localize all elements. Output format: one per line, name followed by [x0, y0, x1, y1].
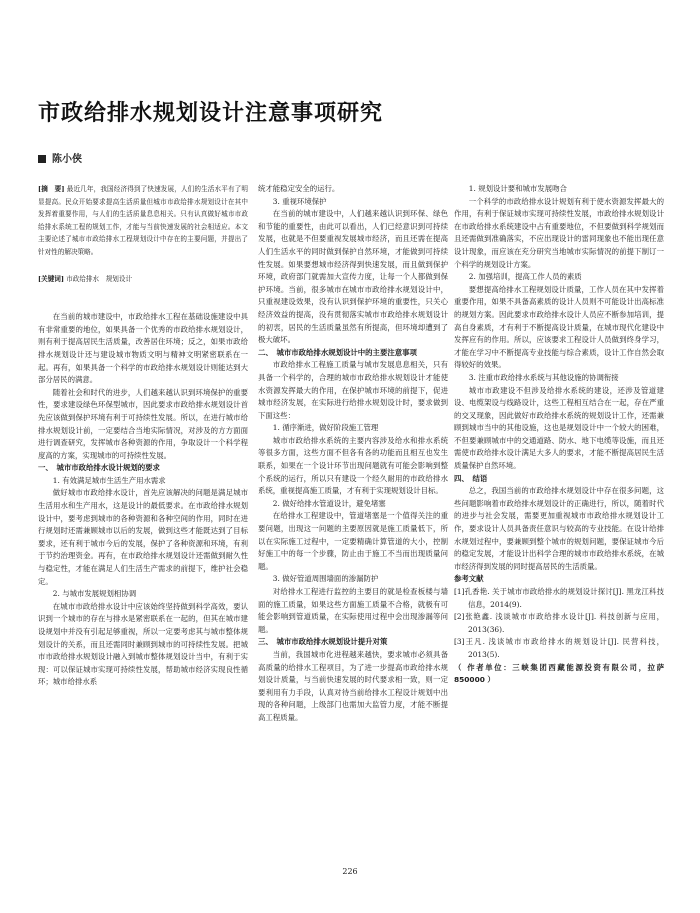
paragraph: 做好城市市政给排水设计，首先应该解决的问题是满足城市生活用水和生产用水，这是设计的最低要求。在市政给排水规划设计中，要考虑到城市的各种资源和各种空间的作用，同时在进行规划时还需兼顾城市以后的发展，做到这些才能既达到了目标要求，还有利于城市今后的发展，保护了各种资源和环境，有利于节约治理资金。再有，在市政给排水规划设计还需做到耐久性与稳定性，才能在满足人们生活生产需求的前提下，维护社会稳定。: [38, 488, 248, 586]
author-line: [38, 150, 82, 165]
paragraph: 在城市市政给排水设计中应该始终坚持做到科学高效，要认识到一个城市的存在与排水是紧密联系在一起的，但其在城市建设规划中并没有引起足够重视，所以一定要考虑其与城市整体规划设计的关系，而且还需同时兼顾到城市的可持续性发展。把城市市政给排水规划设计融入到城市整体规划设计当中，有利于实现：可以保证城市实现可持续性发展，帮助城市经济实现良性循环；城市给排水系: [38, 601, 248, 687]
keywords: [38, 273, 248, 286]
section-heading: 三、 城市市政给排水规划设计提升对策: [258, 637, 388, 647]
column-1: [38, 183, 248, 843]
paragraph: 要想提高给排水工程规划设计质量，工作人员在其中发挥着重要作用，如果不具备高素质的设计人员则不可能设计出高标准的规划方案。因此要求市政给排水设计人员应不断参加培训，提高自身素质，才有利于不断提高设计质量，在城市现代化建设中发挥应有的作用。所以，应该要求工程设计人员做到终身学习，才能在学习中不断提高专业技能与综合素质，设计工作自然会取得较好的效果。: [454, 284, 664, 370]
subsection-heading: 2. 与城市发展规划相协调: [52, 589, 137, 599]
paragraph: 在给排水工程建设中，管道堵塞是一个值得关注的重要问题，出现这一问题的主要原因就是施工质量低下，所以在实际施工过程中，一定要精确计算管道的大小，控制好施工中的每一个步骤，防止由于施工不当而出现质量问题。: [258, 511, 448, 571]
page-number: 226: [342, 867, 358, 876]
article-title: 市政给排水规划设计注意事项研究: [38, 101, 384, 126]
subsection-heading: 1. 有效满足城市生活生产用水需求: [52, 475, 166, 485]
references-heading: 参考文献: [454, 574, 484, 584]
column-1-body: [38, 311, 248, 689]
reference-item: [1]孔香艳. 关于城市市政给排水的规划设计探讨[J]. 黑龙江科技信息，2014(9).: [454, 587, 664, 609]
paragraph: 当前，我国城市化进程越来越快，要求城市必须具备高质量的给排水工程项目，为了进一步提高市政给排水规划设计质量，与当前快速发展的时代要求相一致，则一定要利用有力手段，认真对待当前给排水工程设计规划中出现的各种问题，上级部门也需加大监管力度，才能不断提高工程质量。: [258, 649, 448, 722]
square-bullet-icon: [38, 155, 46, 163]
paragraph: 随着社会和时代的进步，人们越来越认识到环境保护的重要性，要求建设绿色环保型城市，因此要求市政给排水规划设计首先应该做到保护环境有利于可持续性发展。所以，在进行城市给排水规划设计前，一定要结合当地实际情况，对涉及的方方面面进行调查研究，发挥城市各种资源的作用，争取设计一个科学程度高的方案，实现城市的可持续性发展。: [38, 387, 248, 460]
paragraph: 在当前的城市建设中，市政给排水工程在基础设施建设中具有非常重要的地位，如果具备一个优秀的市政给排水规划设计，则有利于提高居民生活质量，改善居住环境；反之，如果市政给排水规划设计还与建设城市物质文明与精神文明紧密联系在一起。再有，如果具备一个科学的市政给排水规划设计则能达到大部分居民的满意。: [38, 312, 248, 385]
paragraph: 统才能稳定安全的运行。: [258, 184, 340, 193]
column-2: [258, 183, 448, 722]
subsection-heading: 3. 做好管道周围墙面的渗漏防护: [272, 574, 379, 584]
subsection-heading: 1. 循序渐进，做好阶段施工管理: [272, 423, 379, 433]
paragraph: 对给排水工程进行监控的主要目的就是检查板楼与墙面的施工质量，如果这些方面施工质量不合格，就极有可能会影响到管道质量，在实际使用过程中会出现渗漏等问题。: [258, 587, 448, 634]
abstract: [38, 183, 248, 259]
author-name: 陈小侠: [52, 154, 82, 165]
reference-item: [2]张艳鑫. 浅谈城市市政给排水设计[J]. 科技创新与应用，2013(36).: [454, 612, 664, 634]
paragraph: 城市市政给排水系统的主要内容涉及给水和排水系统等很多方面，这些方面不但各有各的功能而且相互也发生联系，如果在一个设计环节出现问题就有可能会影响到整个系统的运行，所以只有建设一个经久耐用的市政给排水系统，重视提高施工质量，才有利于实现规划设计目标。: [258, 435, 448, 496]
subsection-heading: 3. 注重市政给排水系统与其他设施的协调衔接: [468, 372, 619, 382]
subsection-heading: 1. 规划设计要和城市发展吻合: [468, 184, 567, 193]
paragraph: 总之，我国当前的市政给排水规划设计中存在很多问题，这些问题影响着市政给排水规划设计的正确进行，所以，随着时代的进步与社会发展，需要更加重视城市市政给排水规划设计工作，要求设计人员具备责任意识与较高的专业技能。在设计给排水规划过程中，要兼顾到整个城市的规划问题，要保证城市今后的稳定发展，才能设计出科学合理的城市市政给排水系统，在城市经济得到发展的同时提高居民的生活质量。: [454, 486, 664, 571]
keywords-label: [关键词]: [38, 274, 65, 283]
paragraph: 一个科学的市政给排水设计规划有利于使水资源发挥最大的作用，有利于保证城市实现可持续性发展，市政给排水规划设计在市政给排水系统建设中占有重要地位，不但要做到科学规划而且还需做到准确落实，不应出现设计的雷同现象也不能出现任意设计现象，而应该在充分研究当地城市实际情况的前提下制订一个科学的规划设计方案。: [454, 196, 664, 269]
paragraph: 在当前的城市建设中，人们越来越认识到环保、绿色和节能的重要性，由此可以看出，人们已经意识到可持续发展，也就是不但要重视发展城市经济，而且还需在提高人们生活水平的同时做到保护自然环境，才能做到可持续性发展。如果要想城市经济得到快速发展，而且做到保护环境，政府部门就需加大宣传力度，让每一个人都做到保护环境。当前，很多城市在城市市政给排水规划设计中，只重视建设效果，没有认识到保护环境的重要性，只关心经济效益的提高，没有贯彻落实城市市政给排水规划设计的初衷，居民的生活质量虽然有所提高，但环境却遭到了极大破坏。: [258, 209, 448, 345]
subsection-heading: 2. 加强培训，提高工作人员的素质: [468, 272, 582, 282]
section-heading: 二、 城市市政给排水规划设计中的主要注意事项: [258, 347, 417, 357]
subsection-heading: 2. 做好给排水管道设计，避免堵塞: [272, 498, 386, 508]
keywords-text: 市政给排水 规划设计: [66, 274, 133, 283]
paragraph: 市政给排水工程施工质量与城市发展息息相关，只有具备一个科学的，合理的城市市政给排水规划设计才能使水资源发挥最大的作用，在保护城市环境的前提下，促进城市经济发展，在实际进行给排水规划设计时，要求做到下面这些：: [258, 360, 448, 420]
paragraph: 城市市政建设不但涉及给排水系统的建设，还涉及管道建设、电缆架设与线路设计，这些工程相互结合在一起，存在严重的交叉现象，因此做好市政给排水系统的规划设计工作，还需兼顾到城市当中的其他设施，这也是规划设计中一个较大的困难，不但要兼顾城市中的交通道路、防水、地下电缆等设施，而且还需使市政给排水设计满足大多人的要求，才能不断提高居民生活质量保护自然环境。: [454, 385, 664, 471]
section-heading: 四、 结语: [454, 473, 488, 483]
subsection-heading: 3. 重视环境保护: [272, 196, 327, 206]
abstract-text: 最近几年，我国经济得到了快速发展，人们的生活水平有了明显提高。民众开始要求提高生活质量但城市市政给排水规划设计在其中发挥着重要作用，与人们的生活质量息息相关。只有认真做好城市市政给排水系统工程的规划工作，才能与当前快速发展的社会相适应。本文主要论述了城市市政给排水工程规划设计中存在的主要问题，并提出了针对性的解决策略。: [38, 185, 248, 256]
section-heading: 一、 城市市政给排水设计规划的要求: [38, 463, 160, 473]
column-3: [454, 183, 672, 703]
author-affiliation: （ 作者单位：三峡集团西藏能源投资有限公司，拉萨 850000 ）: [454, 662, 672, 685]
reference-item: [3]王凡. 浅谈城市市政给排水的规划设计[J]. 民营科技，2013(5).: [454, 637, 664, 659]
abstract-label: [摘 要]: [38, 185, 65, 193]
